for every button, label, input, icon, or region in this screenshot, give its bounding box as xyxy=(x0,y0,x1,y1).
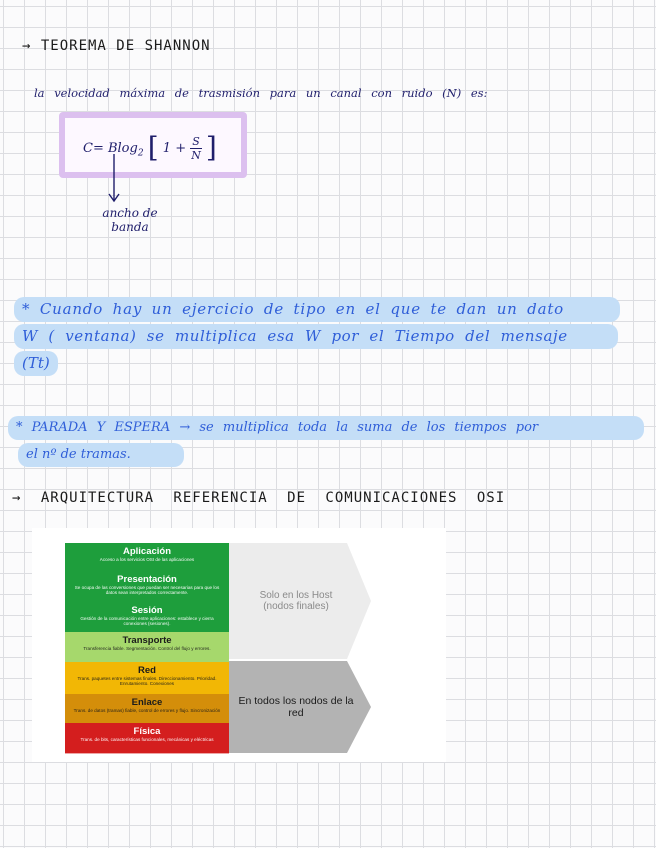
osi-layer-link xyxy=(65,694,229,724)
osi-layer-desc: Se ocupa de las conversiones que puedan ser necesarias para que los datos sean interpretados correctamente. xyxy=(74,585,220,596)
osi-layer-desc: Transferencia fiable. Segmentación. Control del flujo y errores. xyxy=(83,646,211,651)
formula-numerator: S xyxy=(192,135,200,148)
formula-one-plus: 1 + xyxy=(162,141,187,156)
host-only-label: Solo en los Host (nodos finales) xyxy=(259,590,333,612)
osi-layer-title: Aplicación xyxy=(122,546,172,557)
osi-layer-desc: Trans. de bits, características funcionales, mecánicas y eléctricas xyxy=(80,737,214,742)
osi-layer-network xyxy=(65,662,229,695)
osi-layer-title: Enlace xyxy=(131,697,163,708)
window-note-line2: W ( ventana) se multiplica esa W por el Tiempo del mensaje xyxy=(14,324,618,349)
osi-layer-title: Física xyxy=(133,726,161,737)
window-note xyxy=(14,297,644,376)
osi-diagram xyxy=(32,528,446,762)
osi-layer-title: Red xyxy=(138,665,156,676)
osi-layer-desc: Gestión de la comunicación entre aplicaciones: establece y cierra conexiones (sesiones). xyxy=(80,616,214,627)
stop-wait-line2: el nº de tramas. xyxy=(18,443,184,467)
annotation-arrow xyxy=(104,154,124,204)
formula-bracket-close: ] xyxy=(205,131,217,164)
stop-wait-line1: * PARADA Y ESPERA → se multiplica toda la suma de los tiempos por xyxy=(8,416,644,440)
shannon-intro-text: la velocidad máxima de trasmisión para un canal con ruido (N) es: xyxy=(34,86,488,100)
bandwidth-annotation-line1: ancho de xyxy=(102,206,158,220)
bandwidth-annotation-line2: banda xyxy=(111,220,149,234)
all-nodes-label: En todos los nodos de la red xyxy=(238,695,354,719)
stop-wait-note xyxy=(8,416,648,467)
osi-layer-desc: Trans. de datos (tramas) fiable, control de errores y flujo. Sincronización xyxy=(73,708,221,713)
bandwidth-annotation xyxy=(96,206,164,234)
osi-layer-presentation xyxy=(65,571,229,603)
osi-layer-title: Transporte xyxy=(122,635,172,646)
window-note-line1: * Cuando hay un ejercicio de tipo en el que te dan un dato xyxy=(14,297,620,322)
osi-layer-stack xyxy=(65,543,229,753)
osi-scope-arrows xyxy=(229,541,374,755)
osi-layer-session xyxy=(65,602,229,633)
osi-layer-desc: Acceso a los servicios OSI de las aplicaciones xyxy=(99,557,195,562)
osi-heading: → ARQUITECTURA REFERENCIA DE COMUNICACIONES OSI xyxy=(12,490,506,506)
formula-denominator: N xyxy=(191,149,201,162)
osi-layer-desc: Trans. paquetes entre sistemas finales. Direccionamiento. Prioridad. Enrutamiento. Conexiones xyxy=(77,676,217,687)
formula-highlight-box xyxy=(59,112,247,178)
formula-bracket-open: [ xyxy=(147,131,159,164)
window-note-line3: (Tt) xyxy=(14,351,58,376)
shannon-heading: → TEOREMA DE SHANNON xyxy=(22,38,211,54)
osi-layer-title: Presentación xyxy=(117,574,177,585)
formula-lhs: C= Blog xyxy=(83,141,138,156)
osi-layer-title: Sesión xyxy=(131,605,163,616)
osi-layer-physical xyxy=(65,723,229,754)
osi-layer-transport xyxy=(65,632,229,663)
formula-log-base: 2 xyxy=(137,148,144,159)
osi-layer-application xyxy=(65,543,229,572)
formula-fraction xyxy=(190,135,202,162)
